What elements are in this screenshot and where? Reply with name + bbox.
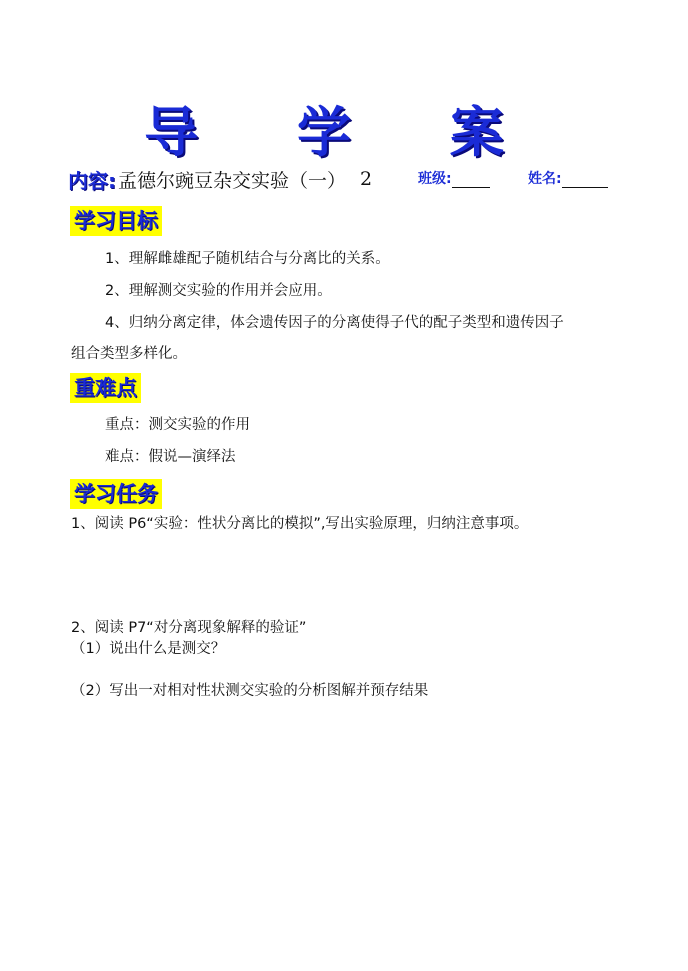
objective-item: 组合类型多样化。 <box>71 346 187 362</box>
name-blank[interactable] <box>562 187 608 188</box>
objective-item: 2、理解测交实验的作用并会应用。 <box>105 283 332 299</box>
lesson-topic: 孟德尔豌豆杂交实验（一） <box>118 169 347 192</box>
task-2-question-2: （2）写出一对相对性状测交实验的分析图解并预存结果 <box>71 683 429 699</box>
objective-item: 1、理解雌雄配子随机结合与分离比的关系。 <box>105 251 390 267</box>
content-label: 内容: <box>68 168 116 193</box>
lesson-number: 2 <box>360 168 373 190</box>
class-blank[interactable] <box>452 187 490 188</box>
task-2: 2、阅读 P7“对分离现象解释的验证” <box>71 620 307 636</box>
name-field <box>528 168 608 188</box>
name-label: 姓名: <box>528 171 562 187</box>
class-field <box>418 168 490 188</box>
class-label: 班级: <box>418 171 452 187</box>
key-points-heading: 重难点 <box>70 373 141 403</box>
tasks-heading: 学习任务 <box>70 479 162 509</box>
page-title: 导 学 案 <box>144 101 544 164</box>
objectives-heading: 学习目标 <box>70 206 162 236</box>
task-1: 1、阅读 P6“实验：性状分离比的模拟”,写出实验原理，归纳注意事项。 <box>71 516 529 532</box>
difficulty-point: 难点：假说—演绎法 <box>105 449 236 465</box>
objective-item: 4、归纳分离定律，体会遗传因子的分离使得子代的配子类型和遗传因子 <box>105 315 564 331</box>
task-2-question-1: （1）说出什么是测交？ <box>71 641 226 657</box>
focus-point: 重点：测交实验的作用 <box>105 417 250 433</box>
